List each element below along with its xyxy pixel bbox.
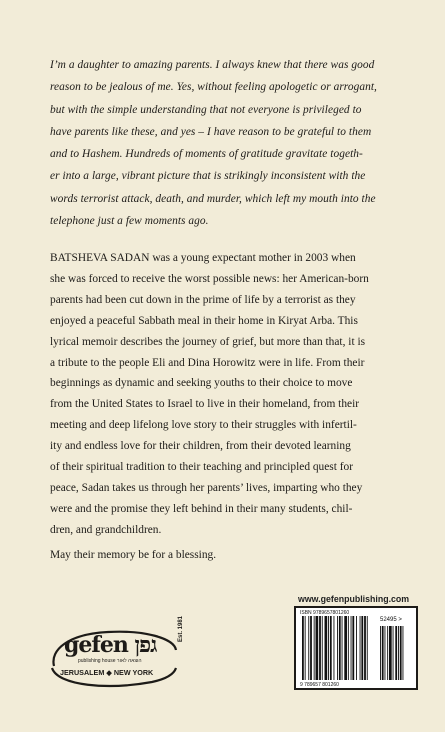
isbn-top-text: ISBN 9789657801260 [300, 610, 350, 616]
description-line: lyrical memoir describes the journey of grief, but more than that, it is [50, 335, 366, 348]
description-line: meeting and deep lifelong love story to their struggles with infertil- [50, 419, 357, 432]
quote-line: but with the simple understanding that not everyone is privileged to [50, 103, 362, 116]
publisher-website: www.gefenpublishing.com [298, 594, 410, 604]
quote-line: have parents like these, and yes – I have reason to be grateful to them [50, 125, 372, 138]
description-line: ity and endless love for their children, from their devoted learning [50, 440, 351, 453]
blessing-line: May their memory be for a blessing. [50, 549, 217, 561]
quote-line: er into a large, vibrant picture that is strikingly inconsistent with the [50, 170, 366, 183]
barcode-bars-icon [296, 608, 416, 688]
publisher-subtitle: publishing house הוצאה לאור [78, 658, 142, 664]
quote-line: and to Hashem. Hundreds of moments of gratitude gravitate togeth- [50, 148, 363, 161]
publisher-wordmark: gefen גפן [64, 632, 157, 658]
description-line: parents had been cut down in the prime of life by a terrorist as they [50, 293, 356, 306]
publisher-cities: JERUSALEM ◆ NEW YORK [60, 668, 154, 677]
description-line: BATSHEVA SADAN was a young expectant mother in 2003 when [50, 252, 356, 264]
description-line: of their spiritual tradition to their teaching and principled quest for [50, 461, 354, 474]
description-line: from the United States to Israel to live in their homeland, from their [50, 398, 360, 411]
publisher-established: Est. 1981 [178, 615, 184, 642]
description-line: a tribute to the people Eli and Dina Horowitz were in life. From their [50, 356, 365, 369]
description-line: beginnings as dynamic and seeking youths to their choice to move [50, 377, 353, 390]
description-line: enjoyed a peaceful Sabbath meal in their home in Kiryat Arba. This [50, 314, 358, 327]
publisher-logo [48, 615, 188, 694]
quote-line: reason to be jealous of me. Yes, without feeling apologetic or arrogant, [50, 81, 377, 94]
back-cover-quote [50, 54, 418, 232]
quote-line: I’m a daughter to amazing parents. I always knew that there was good [50, 59, 375, 71]
price-code: 52495 > [380, 617, 402, 623]
description-line: were and the promise they left behind in their many students, chil- [50, 502, 353, 515]
isbn-bottom-text: 9 789657 801260 [300, 682, 339, 688]
isbn-barcode [294, 606, 418, 690]
description-line: peace, Sadan takes us through her parents’ lives, imparting who they [50, 481, 363, 494]
quote-line: words terrorist attack, death, and murder, which left my mouth into the [50, 192, 376, 205]
quote-line: telephone just a few moments ago. [50, 215, 209, 228]
description-line: she was forced to receive the worst possible news: her American-born [50, 272, 369, 285]
description-line: dren, and grandchildren. [50, 523, 162, 536]
book-description [50, 248, 422, 541]
